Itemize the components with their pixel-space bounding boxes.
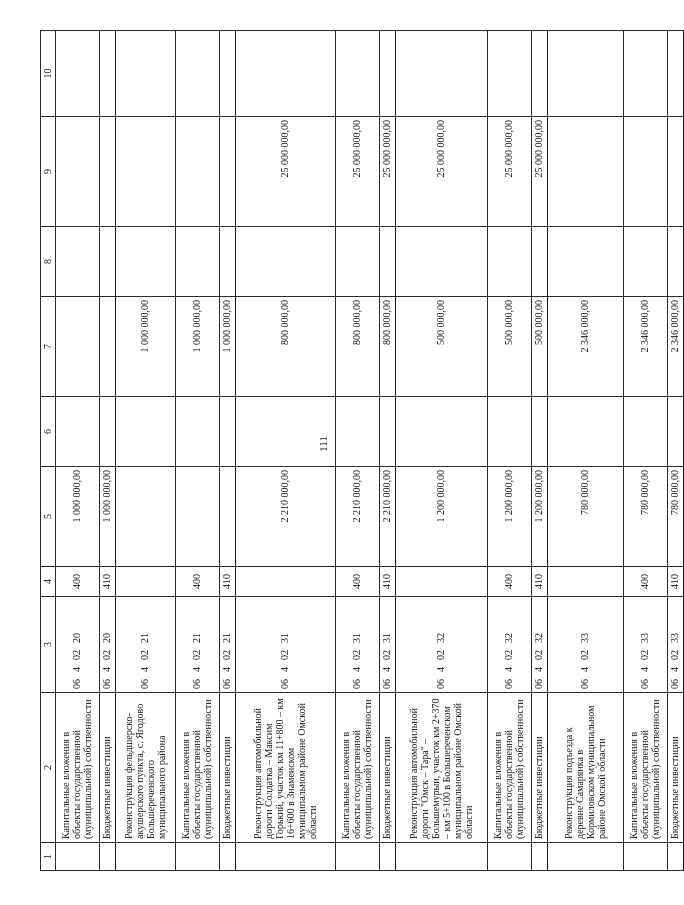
code-part: 02 <box>640 650 651 660</box>
code-part: 02 <box>670 650 681 660</box>
amount-c10 <box>532 31 548 117</box>
table-row <box>624 31 668 871</box>
code-part: 32 <box>436 633 447 643</box>
code-part: 21 <box>192 633 203 643</box>
code-part: 4 <box>504 667 515 672</box>
amount-c9 <box>548 117 624 227</box>
column-header: 7 <box>41 297 56 397</box>
code-part: 06 <box>102 679 113 689</box>
code-part: 4 <box>580 667 591 672</box>
amount-c6 <box>220 397 236 467</box>
expense-type-code: 400 <box>56 567 100 597</box>
code-part: 06 <box>640 679 651 689</box>
amount-c6 <box>488 397 532 467</box>
amount-c10 <box>668 31 684 117</box>
code-part: 06 <box>192 679 203 689</box>
code-part: 06 <box>222 679 233 689</box>
empty-cell <box>532 843 548 871</box>
row-description: Капитальные вложения в объекты государственной (муниципальной) собственности <box>336 693 380 843</box>
code-part: 31 <box>352 633 363 643</box>
table-row <box>396 31 488 871</box>
code-part: 4 <box>192 667 203 672</box>
code-part: 02 <box>222 650 233 660</box>
code-part: 4 <box>534 667 545 672</box>
page-number: 111 <box>318 436 330 452</box>
amount-c8 <box>396 227 488 297</box>
expense-type-code: 410 <box>100 567 116 597</box>
amount-c6 <box>56 397 100 467</box>
code-part: 02 <box>580 650 591 660</box>
amount-c5: 1 200 000,00 <box>532 467 548 567</box>
row-description: Капитальные вложения в объекты государственной (муниципальной) собственности <box>488 693 532 843</box>
code-part: 06 <box>352 679 363 689</box>
row-description: Реконструкция автомобильной дороги Солдатка – Максим Горький, участок км 11+800 – км 16+600 в Знаменском муниципальном районе Омской области <box>236 693 336 843</box>
code-part: 06 <box>140 679 151 689</box>
code-part: 4 <box>102 667 113 672</box>
classification-code <box>336 597 380 693</box>
classification-code <box>116 597 176 693</box>
amount-c7: 1 000 000,00 <box>116 297 176 397</box>
classification-code <box>532 597 548 693</box>
amount-c10 <box>56 31 100 117</box>
classification-code <box>624 597 668 693</box>
amount-c5: 1 000 000,00 <box>100 467 116 567</box>
amount-c10 <box>220 31 236 117</box>
code-part: 02 <box>352 650 363 660</box>
table-row <box>176 31 220 871</box>
code-part: 02 <box>382 650 393 660</box>
code-part: 06 <box>436 679 447 689</box>
amount-c5 <box>220 467 236 567</box>
table-row <box>488 31 532 871</box>
code-part: 06 <box>504 679 515 689</box>
amount-c10 <box>336 31 380 117</box>
amount-c5 <box>116 467 176 567</box>
amount-c7: 500 000,00 <box>532 297 548 397</box>
code-part: 02 <box>534 650 545 660</box>
code-part: 02 <box>140 650 151 660</box>
table-row <box>116 31 176 871</box>
code-part: 4 <box>72 667 83 672</box>
code-part: 06 <box>382 679 393 689</box>
expense-type-code <box>236 567 336 597</box>
amount-c5 <box>176 467 220 567</box>
classification-code <box>396 597 488 693</box>
amount-c5: 2 210 000,00 <box>380 467 396 567</box>
code-part: 32 <box>504 633 515 643</box>
amount-c5: 780 000,00 <box>668 467 684 567</box>
amount-c9 <box>220 117 236 227</box>
classification-code <box>176 597 220 693</box>
amount-c9: 25 000 000,00 <box>380 117 396 227</box>
amount-c7 <box>100 297 116 397</box>
row-description: Капитальные вложения в объекты государственной (муниципальной) собственности <box>176 693 220 843</box>
table-row <box>336 31 380 871</box>
amount-c7 <box>56 297 100 397</box>
column-header: 6 <box>41 397 56 467</box>
table-row <box>548 31 624 871</box>
amount-c7: 500 000,00 <box>488 297 532 397</box>
code-part: 4 <box>436 667 447 672</box>
column-header: 8 <box>41 227 56 297</box>
amount-c8 <box>532 227 548 297</box>
table-row <box>220 31 236 871</box>
amount-c6 <box>532 397 548 467</box>
expense-type-code: 400 <box>624 567 668 597</box>
code-part: 06 <box>280 679 291 689</box>
amount-c10 <box>236 31 336 117</box>
expense-type-code <box>116 567 176 597</box>
code-part: 4 <box>222 667 233 672</box>
row-description: Реконструкция фельдшерско-акушерского пункта, с. Ягодово Большереченского муниципального района <box>116 693 176 843</box>
amount-c7: 1 000 000,00 <box>176 297 220 397</box>
amount-c10 <box>548 31 624 117</box>
expense-type-code: 400 <box>336 567 380 597</box>
amount-c5: 2 210 000,00 <box>336 467 380 567</box>
expense-type-code: 400 <box>488 567 532 597</box>
classification-code <box>668 597 684 693</box>
rotated-table-sheet <box>40 31 681 871</box>
row-description: Бюджетные инвестиции <box>100 693 116 843</box>
empty-cell <box>380 843 396 871</box>
amount-c9: 25 000 000,00 <box>336 117 380 227</box>
table-row <box>380 31 396 871</box>
amount-c5: 1 200 000,00 <box>396 467 488 567</box>
row-description: Бюджетные инвестиции <box>668 693 684 843</box>
column-header: 5 <box>41 467 56 567</box>
table-row <box>56 31 100 871</box>
classification-code <box>236 597 336 693</box>
budget-table <box>40 30 684 871</box>
expense-type-code <box>396 567 488 597</box>
amount-c9: 25 000 000,00 <box>488 117 532 227</box>
row-description: Бюджетные инвестиции <box>532 693 548 843</box>
amount-c5: 2 210 000,00 <box>236 467 336 567</box>
amount-c6 <box>116 397 176 467</box>
amount-c8 <box>548 227 624 297</box>
amount-c9 <box>668 117 684 227</box>
code-part: 02 <box>72 650 83 660</box>
code-part: 02 <box>192 650 203 660</box>
amount-c10 <box>396 31 488 117</box>
classification-code <box>56 597 100 693</box>
row-description: Бюджетные инвестиции <box>220 693 236 843</box>
amount-c9 <box>176 117 220 227</box>
empty-cell <box>220 843 236 871</box>
table-row <box>100 31 116 871</box>
row-description: Бюджетные инвестиции <box>380 693 396 843</box>
amount-c10 <box>624 31 668 117</box>
column-header: 2 <box>41 693 56 843</box>
amount-c8 <box>236 227 336 297</box>
empty-cell <box>336 843 380 871</box>
empty-cell <box>56 843 100 871</box>
classification-code <box>548 597 624 693</box>
empty-cell <box>236 843 336 871</box>
amount-c8 <box>56 227 100 297</box>
amount-c6 <box>396 397 488 467</box>
code-part: 4 <box>382 667 393 672</box>
table-row <box>236 31 336 871</box>
code-part: 32 <box>534 633 545 643</box>
amount-c6 <box>624 397 668 467</box>
amount-c6 <box>176 397 220 467</box>
column-header: 10 <box>41 31 56 117</box>
amount-c6 <box>236 397 336 467</box>
code-part: 33 <box>580 633 591 643</box>
code-part: 02 <box>504 650 515 660</box>
amount-c6 <box>668 397 684 467</box>
code-part: 06 <box>72 679 83 689</box>
amount-c9 <box>100 117 116 227</box>
amount-c6 <box>380 397 396 467</box>
table-row <box>532 31 548 871</box>
expense-type-code: 410 <box>380 567 396 597</box>
classification-code <box>380 597 396 693</box>
code-part: 02 <box>280 650 291 660</box>
code-part: 21 <box>222 633 233 643</box>
amount-c5: 1 200 000,00 <box>488 467 532 567</box>
row-description: Реконструкция автомобильной дороги "Омск – Тара" – Большемурыи, участок км 2+370 – км 5+100 в Большереченском муниципальном районе Омской области <box>396 693 488 843</box>
column-number-header <box>41 31 56 871</box>
amount-c7: 800 000,00 <box>336 297 380 397</box>
code-part: 06 <box>670 679 681 689</box>
expense-type-code: 410 <box>532 567 548 597</box>
row-description: Капитальные вложения в объекты государственной (муниципальной) собственности <box>56 693 100 843</box>
empty-cell <box>396 843 488 871</box>
empty-cell <box>624 843 668 871</box>
amount-c5: 1 000 000,00 <box>56 467 100 567</box>
empty-cell <box>176 843 220 871</box>
amount-c9: 25 000 000,00 <box>532 117 548 227</box>
amount-c10 <box>380 31 396 117</box>
expense-type-code <box>548 567 624 597</box>
amount-c7: 500 000,00 <box>396 297 488 397</box>
amount-c8 <box>380 227 396 297</box>
column-header: 3 <box>41 597 56 693</box>
classification-code <box>100 597 116 693</box>
amount-c10 <box>100 31 116 117</box>
amount-c9 <box>624 117 668 227</box>
amount-c8 <box>116 227 176 297</box>
amount-c8 <box>624 227 668 297</box>
code-part: 4 <box>280 667 291 672</box>
amount-c8 <box>488 227 532 297</box>
amount-c8 <box>336 227 380 297</box>
amount-c5: 780 000,00 <box>624 467 668 567</box>
row-description: Капитальные вложения в объекты государственной (муниципальной) собственности <box>624 693 668 843</box>
classification-code <box>488 597 532 693</box>
empty-cell <box>100 843 116 871</box>
classification-code <box>220 597 236 693</box>
code-part: 31 <box>382 633 393 643</box>
amount-c7: 800 000,00 <box>236 297 336 397</box>
empty-cell <box>116 843 176 871</box>
column-header: 1 <box>41 843 56 871</box>
code-part: 33 <box>640 633 651 643</box>
expense-type-code: 410 <box>668 567 684 597</box>
expense-type-code: 410 <box>220 567 236 597</box>
code-part: 4 <box>640 667 651 672</box>
amount-c7: 800 000,00 <box>380 297 396 397</box>
code-part: 06 <box>534 679 545 689</box>
code-part: 4 <box>670 667 681 672</box>
code-part: 4 <box>140 667 151 672</box>
empty-cell <box>668 843 684 871</box>
code-part: 20 <box>102 633 113 643</box>
amount-c10 <box>116 31 176 117</box>
amount-c7: 1 000 000,00 <box>220 297 236 397</box>
column-header: 9 <box>41 117 56 227</box>
code-part: 21 <box>140 633 151 643</box>
amount-c7: 2 346 000,00 <box>668 297 684 397</box>
code-part: 02 <box>102 650 113 660</box>
amount-c6 <box>100 397 116 467</box>
code-part: 20 <box>72 633 83 643</box>
amount-c9: 25 000 000,00 <box>396 117 488 227</box>
amount-c10 <box>176 31 220 117</box>
amount-c9: 25 000 000,00 <box>236 117 336 227</box>
empty-cell <box>488 843 532 871</box>
row-description: Реконструкция подъезда к деревне Самарянка в Кормиловском муниципальном районе Омской области <box>548 693 624 843</box>
amount-c7: 2 346 000,00 <box>624 297 668 397</box>
empty-cell <box>548 843 624 871</box>
amount-c9 <box>116 117 176 227</box>
amount-c8 <box>668 227 684 297</box>
code-part: 4 <box>352 667 363 672</box>
amount-c10 <box>488 31 532 117</box>
table-row <box>668 31 684 871</box>
column-header: 4 <box>41 567 56 597</box>
amount-c8 <box>100 227 116 297</box>
amount-c7: 2 346 000,00 <box>548 297 624 397</box>
amount-c6 <box>336 397 380 467</box>
amount-c5: 780 000,00 <box>548 467 624 567</box>
amount-c8 <box>176 227 220 297</box>
code-part: 31 <box>280 633 291 643</box>
code-part: 33 <box>670 633 681 643</box>
code-part: 02 <box>436 650 447 660</box>
expense-type-code: 400 <box>176 567 220 597</box>
amount-c6 <box>548 397 624 467</box>
code-part: 06 <box>580 679 591 689</box>
amount-c9 <box>56 117 100 227</box>
amount-c8 <box>220 227 236 297</box>
